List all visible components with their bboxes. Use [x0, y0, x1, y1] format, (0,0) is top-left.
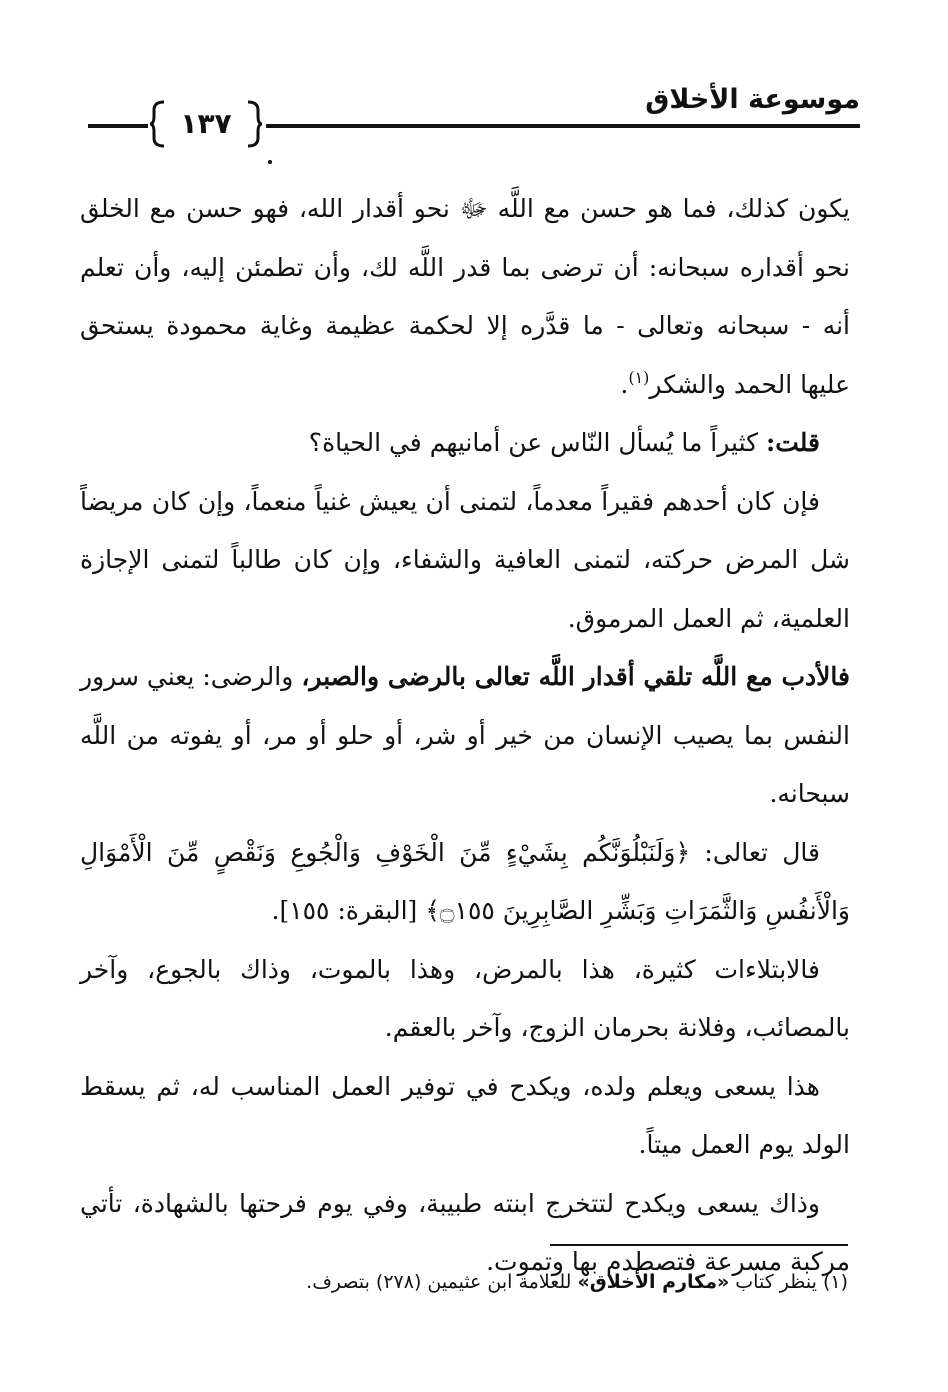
header-rule-left	[88, 124, 148, 128]
paragraph	[80, 648, 850, 824]
paragraph	[80, 473, 850, 649]
text-run: فالابتلاءات كثيرة، هذا بالمرض، وهذا بالموت، وذاك بالجوع، وآخر بالمصائب، وفلانة بحرمان الزوج، وآخر بالعقم.	[80, 954, 850, 1042]
text-run: يكون كذلك، فما هو حسن مع اللَّه ﷻ نحو أقدار الله، فهو حسن مع الخلق نحو أقداره سبحانه: أن ترضى بما قدر اللَّه لك، وأن تطمئن إليه، وأن تعلم أنه - سبحانه وتعالى - ما قدَّره إلا لحكمة عظيمة وغاية محمودة يستحق عليها الحمد والشكر	[80, 194, 850, 399]
header-dot	[268, 160, 272, 164]
footnote-book-title: «مكارم الأخلاق»	[577, 1271, 730, 1293]
text-run: [البقرة: ١٥٥].	[271, 896, 426, 925]
quran-verse: ﴿وَلَنَبْلُوَنَّكُم بِشَيْءٍ مِّنَ الْخَوْفِ وَالْجُوعِ وَنَقْصٍ مِّنَ الْأَمْوَالِ وَالْأَنفُسِ وَالثَّمَرَاتِ وَبَشِّرِ الصَّابِرِينَ ۝١٥٥﴾	[80, 837, 850, 925]
body-text	[80, 180, 850, 1292]
page-number-frame	[150, 98, 262, 150]
footnote-text-after: للعلامة ابن عثيمين (٢٧٨) بتصرف.	[306, 1271, 572, 1293]
paragraph	[80, 1058, 850, 1175]
bold-text: قلت:	[765, 428, 820, 457]
text-run: قال تعالى:	[690, 837, 820, 867]
footnote	[148, 1262, 848, 1302]
text-run: .	[620, 369, 629, 399]
running-header	[88, 78, 860, 138]
paragraph	[80, 824, 850, 941]
text-run: والرضى: يعني سرور النفس بما يصيب الإنسان من خير أو شر، أو حلو أو مر، أو يفوته من اللَّه سبحانه.	[80, 662, 850, 808]
book-title: موسوعة الأخلاق	[645, 84, 860, 115]
bold-text: فالأدب مع اللَّه تلقي أقدار اللَّه تعالى بالرضى والصبر،	[301, 662, 850, 691]
footnote-rule	[550, 1244, 848, 1246]
footnote-text-before: ينظر كتاب	[735, 1271, 817, 1293]
text-run: فإن كان أحدهم فقيراً معدماً، لتمنى أن يعيش غنياً منعماً، وإن كان مريضاً شل المرض حركته، لتمنى العافية والشفاء، وإن كان طالباً لتمنى الإجازة العلمية، ثم العمل المرموق.	[80, 486, 850, 633]
footnote-reference: (١)	[628, 367, 650, 387]
paragraph	[80, 941, 850, 1058]
header-rule	[266, 124, 860, 128]
text-run: وذاك يسعى ويكدح لتتخرج ابنته طبيبة، وفي يوم فرحتها بالشهادة، تأتي مركبة مسرعة فتصطدم بها وتموت.	[80, 1188, 850, 1276]
paragraph	[80, 180, 850, 414]
paragraph	[80, 414, 850, 473]
footnote-number: (١)	[822, 1271, 848, 1293]
text-run: هذا يسعى ويعلم ولده، ويكدح في توفير العمل المناسب له، ثم يسقط الولد يوم العمل ميتاً.	[80, 1071, 850, 1159]
page-number: ١٣٧	[180, 107, 232, 140]
text-run: كثيراً ما يُسأل النّاس عن أمانيهم في الحياة؟	[308, 428, 766, 457]
